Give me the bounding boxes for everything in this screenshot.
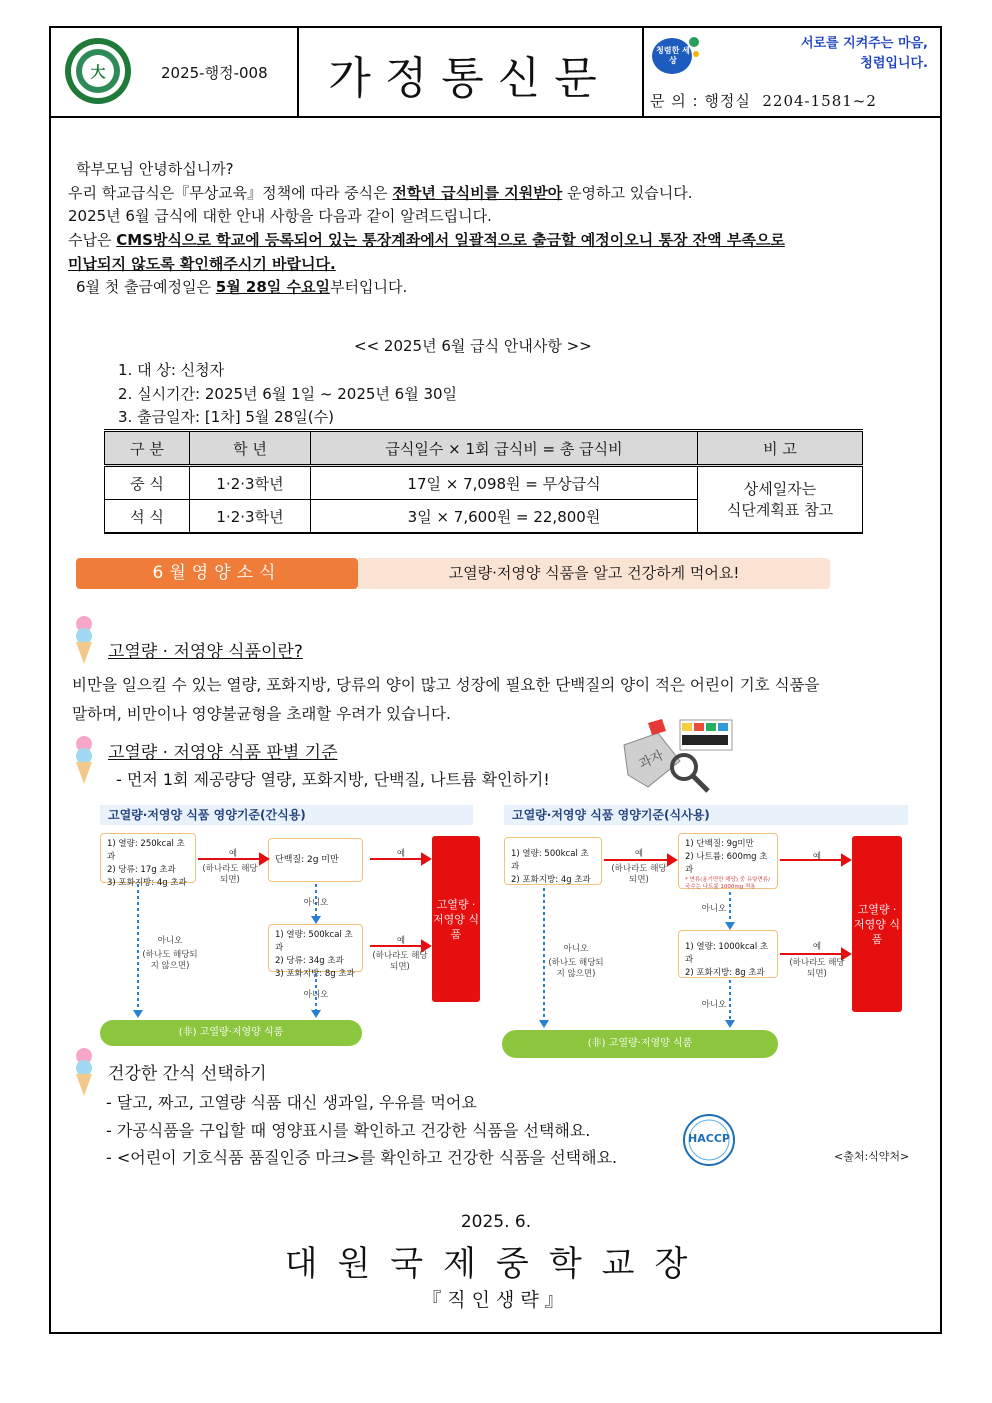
flow-snack-box-2: 단백질: 2g 미만 bbox=[268, 838, 363, 882]
flow-text: 2) 포화지방: 8g 초과 bbox=[685, 968, 765, 978]
haccp-label: HACCP bbox=[688, 1132, 730, 1145]
intro-line-4 bbox=[68, 229, 785, 250]
integrity-logo-text: 청렴한 세상 bbox=[656, 46, 690, 65]
notice-item-3: 3. 출금일자: [1차] 5월 28일(수) bbox=[118, 408, 334, 426]
page-title: 가정통신문 bbox=[328, 53, 611, 104]
document-number: 2025-행정-008 bbox=[161, 64, 268, 82]
flow-text: 2) 당류: 17g 초과 bbox=[107, 865, 176, 875]
footer-date: 2025. 6. bbox=[460, 1212, 532, 1232]
flow-text: 1) 열량: 500kcal 초과 bbox=[511, 849, 589, 872]
slogan-line-2: 청렴입니다. bbox=[860, 56, 928, 71]
flow-text: 3) 포화지방: 4g 초과 bbox=[107, 878, 187, 888]
flow-no-label: 아니오 bbox=[701, 904, 727, 914]
flow-yes-label: 예 bbox=[812, 852, 822, 862]
ice-cream-icon bbox=[72, 1046, 96, 1096]
notice-item-1: 1. 대 상: 신청자 bbox=[118, 361, 225, 379]
integrity-logo bbox=[650, 32, 702, 78]
flow-meal-result: 고열량 · 저영양 식품 bbox=[852, 836, 902, 1012]
svg-text:大: 大 bbox=[90, 63, 106, 81]
flow-yes-note: (하나라도 해당되면) bbox=[789, 958, 845, 979]
flow-no-note: (하나도 해당되지 않으면) bbox=[548, 958, 604, 979]
table-note-cell bbox=[698, 466, 863, 534]
flow-text: 2) 당류: 34g 초과 bbox=[275, 956, 344, 966]
flow-no-label: 아니오 bbox=[157, 936, 183, 946]
ice-cream-icon bbox=[72, 614, 96, 664]
contact bbox=[650, 90, 877, 111]
snack-illustration bbox=[618, 715, 738, 795]
flow-text: 1) 열량: 1000kcal 초과 bbox=[685, 942, 769, 965]
ice-cream-icon bbox=[72, 734, 96, 784]
flow-yes-note: (하나라도 해당되면) bbox=[202, 864, 258, 885]
flow-yes-label: 예 bbox=[228, 849, 238, 859]
flow-no-label: 아니오 bbox=[303, 990, 329, 1000]
flow-snack-non: (非) 고열량·저영양 식품 bbox=[100, 1020, 362, 1046]
flow-no-label: 아니오 bbox=[701, 1000, 727, 1010]
section3-item-3: - <어린이 기호식품 품질인증 마크>를 확인하고 건강한 식품을 선택해요. bbox=[106, 1148, 618, 1167]
flow-text: 1) 열량: 250kcal 초과 bbox=[107, 839, 185, 862]
table-header: 학 년 bbox=[190, 431, 311, 466]
source-note: <출처:식약처> bbox=[834, 1150, 910, 1163]
table-row bbox=[105, 466, 863, 500]
table-note-line-2: 식단계획표 참고 bbox=[726, 500, 834, 519]
flow-meal-non: (非) 고열량·저영양 식품 bbox=[502, 1030, 778, 1058]
table-header: 비 고 bbox=[698, 431, 863, 466]
meal-fee-table bbox=[104, 429, 863, 534]
table-note-line-1: 상세일자는 bbox=[743, 479, 817, 498]
intro-line-2b: 전학년 급식비를 지원받아 bbox=[392, 184, 563, 202]
header-left bbox=[49, 26, 299, 116]
flow-text: 3) 포화지방: 8g 초과 bbox=[275, 969, 355, 979]
section2-title: 고열량 · 저영양 식품 판별 기준 bbox=[108, 743, 338, 763]
intro-line-6a: 6월 첫 출금예정일은 bbox=[76, 278, 216, 296]
flow-text: 1) 열량: 500kcal 초과 bbox=[275, 930, 353, 953]
haccp-mark bbox=[682, 1113, 736, 1167]
flow-yes-label: 예 bbox=[396, 849, 406, 859]
header-center bbox=[297, 26, 644, 116]
section3-item-2: - 가공식품을 구입할 때 영양표시를 확인하고 건강한 식품을 선택해요. bbox=[106, 1121, 591, 1140]
flow-note: * 면류(용기면만 해당) 중 유탕면류/국수는 나트륨 1000mg 적용 bbox=[685, 877, 770, 890]
school-emblem-icon bbox=[63, 36, 133, 106]
slogan bbox=[801, 34, 928, 74]
seal-omitted: 『직인생략』 bbox=[422, 1289, 570, 1311]
principal-name: 대원국제중학교장 bbox=[284, 1244, 708, 1284]
flow-yes-label: 예 bbox=[634, 849, 644, 859]
flow-yes-label: 예 bbox=[396, 936, 406, 946]
flow-snack-title: 고열량·저영양 식품 영양기준(간식용) bbox=[100, 805, 473, 825]
notice-title: << 2025년 6월 급식 안내사항 >> bbox=[354, 337, 592, 355]
flow-text: 1) 단백질: 9g미만 bbox=[685, 839, 754, 849]
header-right bbox=[642, 26, 940, 116]
flow-snack-result: 고열량 · 저영양 식품 bbox=[432, 836, 480, 1002]
intro-line-6 bbox=[76, 276, 407, 297]
flow-no-label: 아니오 bbox=[563, 944, 589, 954]
snack-label: 과자 bbox=[636, 748, 666, 773]
table-header: 급식일수 × 1회 급식비 = 총 급식비 bbox=[311, 431, 698, 466]
flow-no-note: (하나도 해당되지 않으면) bbox=[142, 950, 198, 971]
header bbox=[49, 26, 942, 118]
section3-item-1: - 달고, 짜고, 고열량 식품 대신 생과일, 우유를 먹어요 bbox=[106, 1093, 477, 1112]
table-cell: 3일 × 7,600원 = 22,800원 bbox=[311, 500, 698, 534]
intro-line-2c: 운영하고 있습니다. bbox=[562, 184, 693, 202]
intro-line-4a: 수납은 bbox=[68, 231, 117, 249]
section2-body: - 먼저 1회 제공량당 열량, 포화지방, 단백질, 나트륨 확인하기! bbox=[116, 770, 550, 789]
intro-line-3: 2025년 6월 급식에 대한 안내 사항을 다음과 같이 알려드립니다. bbox=[68, 207, 492, 225]
flow-yes-note: (하나라도 해당되면) bbox=[611, 864, 667, 885]
flow-meal-title: 고열량·저영양 식품 영양기준(식사용) bbox=[504, 805, 908, 825]
intro-line-5: 미납되지 않도록 확인해주시기 바랍니다. bbox=[68, 255, 336, 273]
table-header: 구 분 bbox=[105, 431, 190, 466]
section3-title: 건강한 간식 선택하기 bbox=[108, 1064, 267, 1084]
greeting: 학부모님 안녕하십니까? bbox=[76, 160, 234, 178]
contact-number: 2204-1581~2 bbox=[762, 92, 877, 110]
table-header-row bbox=[105, 431, 863, 466]
slogan-line-1: 서로를 지켜주는 마음, bbox=[800, 36, 928, 51]
flow-text: 2) 나트륨: 600mg 초과 bbox=[685, 852, 768, 875]
section1-title: 고열량 · 저영양 식품이란? bbox=[108, 642, 303, 662]
intro-line-2 bbox=[68, 182, 692, 203]
flow-snack-arrows bbox=[100, 830, 440, 1030]
flow-text: 2) 포화지방: 4g 초과 bbox=[511, 875, 591, 885]
section1-body-line-1: 비만을 일으킬 수 있는 열량, 포화지방, 당류의 양이 많고 성장에 필요한 단백질의 양이 적은 어린이 기호 식품을 bbox=[72, 676, 820, 694]
flow-yes-note: (하나라도 해당되면) bbox=[372, 951, 428, 972]
table-cell: 1·2·3학년 bbox=[190, 466, 311, 500]
nutrition-banner-subtitle: 고열량·저영양 식품을 알고 건강하게 먹어요! bbox=[358, 558, 830, 589]
intro-line-6c: 부터입니다. bbox=[330, 278, 408, 296]
flow-no-label: 아니오 bbox=[303, 898, 329, 908]
table-cell: 1·2·3학년 bbox=[190, 500, 311, 534]
intro-line-4b: CMS방식으로 학교에 등록되어 있는 통장계좌에서 일괄적으로 출금할 예정이오니 통장 잔액 부족으로 bbox=[116, 231, 785, 249]
nutrition-banner: 6월영양소식 bbox=[76, 558, 358, 589]
table-cell: 중 식 bbox=[105, 466, 190, 500]
intro-line-2a: 우리 학교급식은『무상교육』정책에 따라 중식은 bbox=[68, 184, 393, 202]
flow-yes-label: 예 bbox=[812, 942, 822, 952]
table-cell: 석 식 bbox=[105, 500, 190, 534]
notice-item-2: 2. 실시기간: 2025년 6월 1일 ~ 2025년 6월 30일 bbox=[118, 385, 458, 403]
contact-label: 문 의 : 행정실 bbox=[650, 92, 751, 110]
intro-line-6b: 5월 28일 수요일 bbox=[215, 278, 330, 296]
table-cell: 17일 × 7,098원 = 무상급식 bbox=[311, 466, 698, 500]
section1-body-line-2: 말하며, 비만이나 영양불균형을 초래할 우려가 있습니다. bbox=[72, 705, 451, 723]
